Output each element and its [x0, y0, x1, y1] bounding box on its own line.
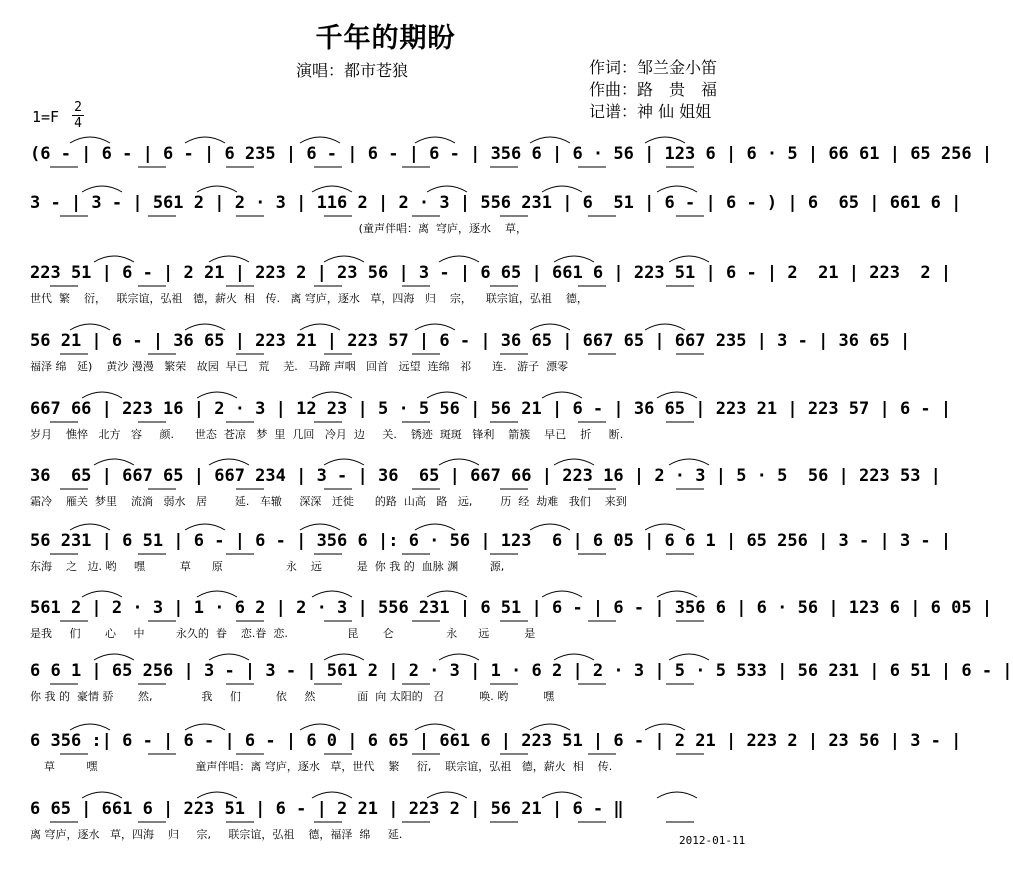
lyrics-line: (童声伴唱：离 穹庐，逐水 草， [30, 222, 527, 235]
song-title: 千年的期盼 [315, 23, 456, 54]
lyrics-line: 世代 繁 衍， 联宗谊，弘祖 德，薪火 相 传. 离 穹庐，逐水 草，四海 归 宗， 联宗谊，弘祖 德， [30, 292, 588, 305]
beam-marks [30, 752, 750, 758]
score-system [30, 192, 962, 259]
score-system [30, 530, 952, 597]
lyrics-line: 草 嘿 童声伴唱：离 穹庐，逐水 草，世代 繁 衍, 联宗谊，弘祖 德，薪火 相 传. [30, 760, 613, 773]
beam-marks [30, 352, 750, 358]
lyrics-line: 是我 们 心 中 永久的 眷 恋.眷 恋. 昆 仑 永 远 是 [30, 627, 536, 640]
notes-line: 56 231 | 6 51 | 6 - | 6 - | 356 6 |: 6 · 56 | 123 6 | 6 05 | 6 6 1 | 65 256 | 3 - | 3 - | [30, 531, 952, 551]
transcriber-credit: 记谱：神 仙 姐姐 [589, 102, 712, 121]
score-system [30, 798, 750, 865]
notes-line: 561 2 | 2 · 3 | 1 · 6 2 | 2 · 3 | 556 231 | 6 51 | 6 - | 6 - | 356 6 | 6 · 56 | 123 6 | 6 05 | [30, 598, 993, 618]
beam-marks [30, 552, 750, 558]
beam-marks [30, 820, 750, 826]
score-system [30, 398, 952, 465]
beam-marks [30, 214, 750, 220]
score-system [30, 660, 1013, 727]
notes-line: 3 - | 3 - | 561 2 | 2 · 3 | 116 2 | 2 · 3 | 556 231 | 6 51 | 6 - | 6 - ) | 6 65 | 661 6 | [30, 193, 962, 213]
lyrics-line: 东海 之 边. 哟 嘿 草 原 永 远 是 你 我 的 血脉 渊 源, [30, 560, 505, 573]
lyrics-line: 离 穹庐，逐水 草，四海 归 宗, 联宗谊，弘祖 德，福泽 绵 延. [30, 828, 403, 841]
beam-marks [30, 284, 750, 290]
score-system [30, 465, 941, 532]
credits-block [589, 57, 717, 123]
notes-line: 6 65 | 661 6 | 223 51 | 6 - | 2 21 | 223 2 | 56 21 | 6 - ‖ [30, 799, 624, 819]
lyrics-line: 岁月 憔悴 北方 容 颜. 世态 苍凉 梦 里 几回 冷月 边 关. 锈迹 斑斑 锋利 箭簇 早已 折 断. [30, 428, 624, 441]
score-system [30, 730, 962, 797]
notes-line: 667 66 | 223 16 | 2 · 3 | 12 23 | 5 · 5 56 | 56 21 | 6 - | 36 65 | 223 21 | 223 57 | 6 - | [30, 399, 952, 419]
beam-marks [30, 487, 750, 493]
notes-line: 56 21 | 6 - | 36 65 | 223 21 | 223 57 | 6 - | 36 65 | 667 65 | 667 235 | 3 - | 36 65 | [30, 331, 911, 351]
score-system [30, 262, 952, 329]
beam-marks [30, 165, 750, 171]
composer-credit: 作曲：路 贵 福 [589, 80, 718, 99]
notes-line: 6 6 1 | 65 256 | 3 - | 3 - | 561 2 | 2 · 3 | 1 · 6 2 | 2 · 3 | 5 · 5 533 | 56 231 | 6 51 | 6 - | [30, 661, 1013, 681]
transcription-date: 2012-01-11 [679, 834, 746, 847]
lyrics-line: 霜冷 雁关 梦里 流淌 弱水 居 延. 车辙 深深 迁徙 的路 山高 路 远, 历 经 劫难 我们 来到 [30, 495, 627, 508]
notes-line: (6 - | 6 - | 6 - | 6 235 | 6 - | 6 - | 6 - | 356 6 | 6 · 56 | 123 6 | 6 · 5 | 66 61 | 65 256 | [30, 144, 993, 164]
score-system [30, 330, 911, 397]
lyrics-line: 你 我 的 豪情 骄 然, 我 们 依 然 面 向 太阳的 召 唤. 哟 嘿 [30, 690, 555, 703]
beam-marks [30, 420, 750, 426]
singer-credit: 演唱：都市苍狼 [296, 61, 409, 80]
lyrics-line: 福泽 绵 延) 黄沙 漫漫 繁荣 故园 早已 荒 芜. 马蹄 声咽 回首 远望 连绵 祁 连. 游子 漂零 [30, 360, 569, 373]
beam-marks [30, 682, 750, 688]
notes-line: 6 356 :| 6 - | 6 - | 6 - | 6 0 | 6 65 | 661 6 | 223 51 | 6 - | 2 21 | 223 2 | 23 56 | 3 - | [30, 731, 962, 751]
score-system [30, 597, 993, 664]
key-signature: 1=F [32, 108, 60, 126]
lyricist-credit: 作词：邹兰金小笛 [589, 58, 718, 77]
notes-line: 223 51 | 6 - | 2 21 | 223 2 | 23 56 | 3 - | 6 65 | 661 6 | 223 51 | 6 - | 2 21 | 223 2 | [30, 263, 952, 283]
time-signature-bottom: 4 [74, 116, 82, 131]
time-signature [72, 101, 84, 130]
notes-line: 36 65 | 667 65 | 667 234 | 3 - | 36 65 | 667 66 | 223 16 | 2 · 3 | 5 · 5 56 | 223 53 | [30, 466, 941, 486]
time-signature-top: 2 [74, 100, 82, 115]
beam-marks [30, 619, 750, 625]
